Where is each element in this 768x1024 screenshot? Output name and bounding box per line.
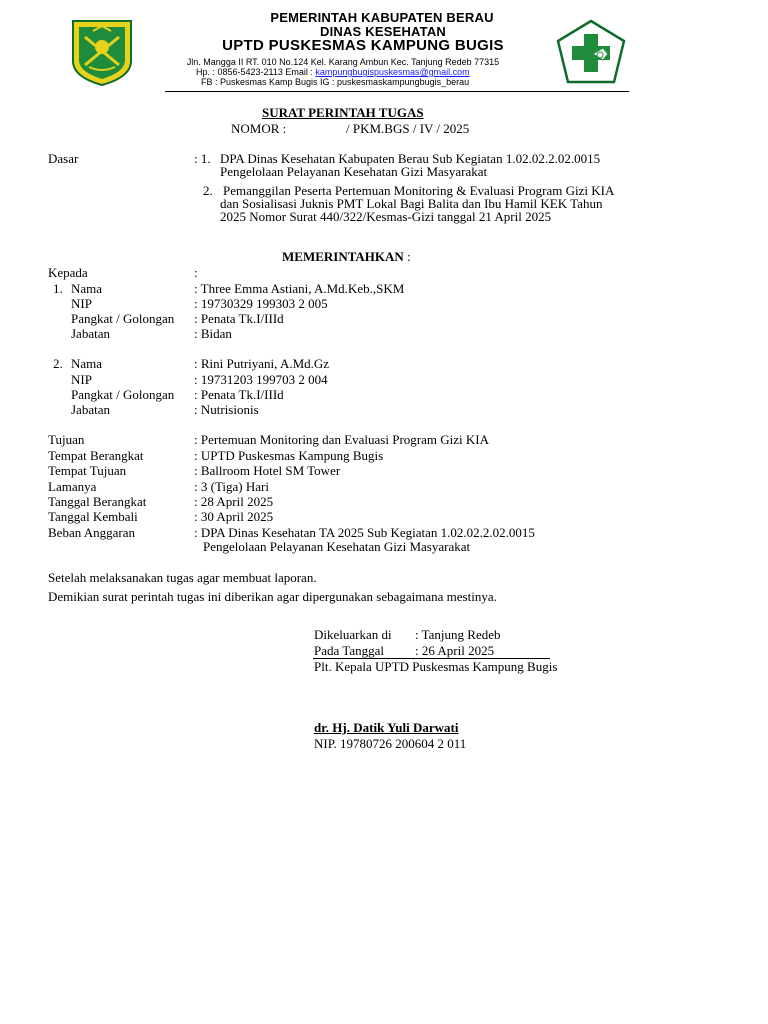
tanggal-label: Pada Tanggal bbox=[314, 643, 384, 658]
berangkat-label: Tempat Berangkat bbox=[48, 448, 144, 463]
beban-label: Beban Anggaran bbox=[48, 525, 136, 540]
header-address: Jln. Mangga II RT. 010 No.124 Kel. Karang Ambun Kec. Tanjung Redeb 77315 bbox=[186, 57, 500, 67]
person-1-nip-label: NIP bbox=[71, 296, 92, 311]
dasar-item2-num: 2. bbox=[203, 183, 213, 198]
tgl-berangkat-value: : 28 April 2025 bbox=[194, 494, 274, 509]
tempat-tujuan-label: Tempat Tujuan bbox=[48, 463, 127, 478]
tanggal-value: : 26 April 2025 bbox=[415, 643, 495, 658]
nomor-label: NOMOR : bbox=[231, 121, 287, 136]
dasar-item2-line1: Pemanggilan Peserta Pertemuan Monitoring & Evaluasi Program Gizi KIA bbox=[223, 183, 615, 198]
letter-title: SURAT PERINTAH TUGAS bbox=[262, 105, 424, 120]
person-1-pangkat-label: Pangkat / Golongan bbox=[71, 311, 175, 326]
kepada-label: Kepada bbox=[48, 265, 88, 280]
dasar-item2-line2: dan Sosialisasi Juknis PMT Lokal Bagi Balita dan Ibu Hamil KEK Tahun bbox=[220, 196, 603, 211]
command-heading bbox=[282, 249, 411, 264]
tempat-tujuan-value: : Ballroom Hotel SM Tower bbox=[194, 463, 341, 478]
person-2-nip: : 19731203 199703 2 004 bbox=[194, 372, 328, 387]
header-social: FB : Puskesmas Kamp Bugis IG : puskesmaskampungbugis_berau bbox=[201, 77, 470, 87]
header-divider bbox=[165, 91, 629, 92]
kepada-colon: : bbox=[194, 265, 198, 280]
person-2-jabatan: : Nutrisionis bbox=[194, 402, 259, 417]
header-contact bbox=[196, 67, 470, 77]
person-2-jabatan-label: Jabatan bbox=[71, 402, 110, 417]
person-2-pangkat-label: Pangkat / Golongan bbox=[71, 387, 175, 402]
header-line-3: UPTD PUSKESMAS KAMPUNG BUGIS bbox=[222, 37, 504, 54]
signatory-nip: NIP. 19780726 200604 2 011 bbox=[314, 736, 467, 751]
header-phone: Hp. : 0856-5423-2113 Email : bbox=[196, 67, 316, 77]
dikeluarkan-value: : Tanjung Redeb bbox=[415, 627, 501, 642]
tgl-kembali-label: Tanggal Kembali bbox=[48, 509, 138, 524]
beban-line-2: Pengelolaan Pelayanan Kesehatan Gizi Masyarakat bbox=[203, 539, 471, 554]
person-1-jabatan-label: Jabatan bbox=[71, 326, 110, 341]
header-line-2: DINAS KESEHATAN bbox=[319, 24, 447, 39]
person-2-nama-label: Nama bbox=[71, 356, 103, 371]
header-email-link[interactable]: kampungbugispuskesmas@gmail.com bbox=[315, 67, 470, 77]
dikeluarkan-label: Dikeluarkan di bbox=[314, 627, 392, 642]
tujuan-value: : Pertemuan Monitoring dan Evaluasi Program Gizi KIA bbox=[194, 432, 489, 447]
dasar-item1-line2: Pengelolaan Pelayanan Kesehatan Gizi Masyarakat bbox=[220, 164, 488, 179]
person-2-pangkat: : Penata Tk.I/IIId bbox=[194, 387, 284, 402]
nomor-value: / PKM.BGS / IV / 2025 bbox=[346, 121, 470, 136]
berangkat-value: : UPTD Puskesmas Kampung Bugis bbox=[194, 448, 384, 463]
header-line-1: PEMERINTAH KABUPATEN BERAU bbox=[270, 10, 494, 25]
tujuan-label: Tujuan bbox=[48, 432, 85, 447]
tgl-kembali-value: : 30 April 2025 bbox=[194, 509, 274, 524]
signature-position: Plt. Kepala UPTD Puskesmas Kampung Bugis bbox=[314, 659, 558, 674]
dasar-item1-line1: DPA Dinas Kesehatan Kabupaten Berau Sub Kegiatan 1.02.02.2.02.0015 bbox=[220, 151, 601, 166]
signatory-name: dr. Hj. Datik Yuli Darwati bbox=[314, 720, 459, 735]
person-2-num: 2. bbox=[53, 356, 63, 371]
person-2-nama: : Rini Putriyani, A.Md.Gz bbox=[194, 356, 330, 371]
person-1-nama-label: Nama bbox=[71, 281, 103, 296]
lamanya-value: : 3 (Tiga) Hari bbox=[194, 479, 269, 494]
closing-line-1: Setelah melaksanakan tugas agar membuat laporan. bbox=[48, 570, 317, 585]
person-1-num: 1. bbox=[53, 281, 63, 296]
person-1-nama: : Three Emma Astiani, A.Md.Keb.,SKM bbox=[194, 281, 405, 296]
person-1-pangkat: : Penata Tk.I/IIId bbox=[194, 311, 284, 326]
lamanya-label: Lamanya bbox=[48, 479, 97, 494]
beban-line-1: : DPA Dinas Kesehatan TA 2025 Sub Kegiatan 1.02.02.2.02.0015 bbox=[194, 525, 535, 540]
command-heading-text: MEMERINTAHKAN bbox=[282, 249, 404, 264]
dasar-label: Dasar bbox=[48, 151, 79, 166]
closing-line-2: Demikian surat perintah tugas ini diberikan agar dipergunakan sebagaimana mestinya. bbox=[48, 589, 497, 604]
person-1-jabatan: : Bidan bbox=[194, 326, 232, 341]
dasar-item1-num: : 1. bbox=[194, 151, 211, 166]
dasar-item2-line3: 2025 Nomor Surat 440/322/Kesmas-Gizi tanggal 21 April 2025 bbox=[220, 209, 552, 224]
tgl-berangkat-label: Tanggal Berangkat bbox=[48, 494, 147, 509]
command-heading-colon: : bbox=[403, 249, 411, 264]
person-1-nip: : 19730329 199303 2 005 bbox=[194, 296, 328, 311]
person-2-nip-label: NIP bbox=[71, 372, 92, 387]
